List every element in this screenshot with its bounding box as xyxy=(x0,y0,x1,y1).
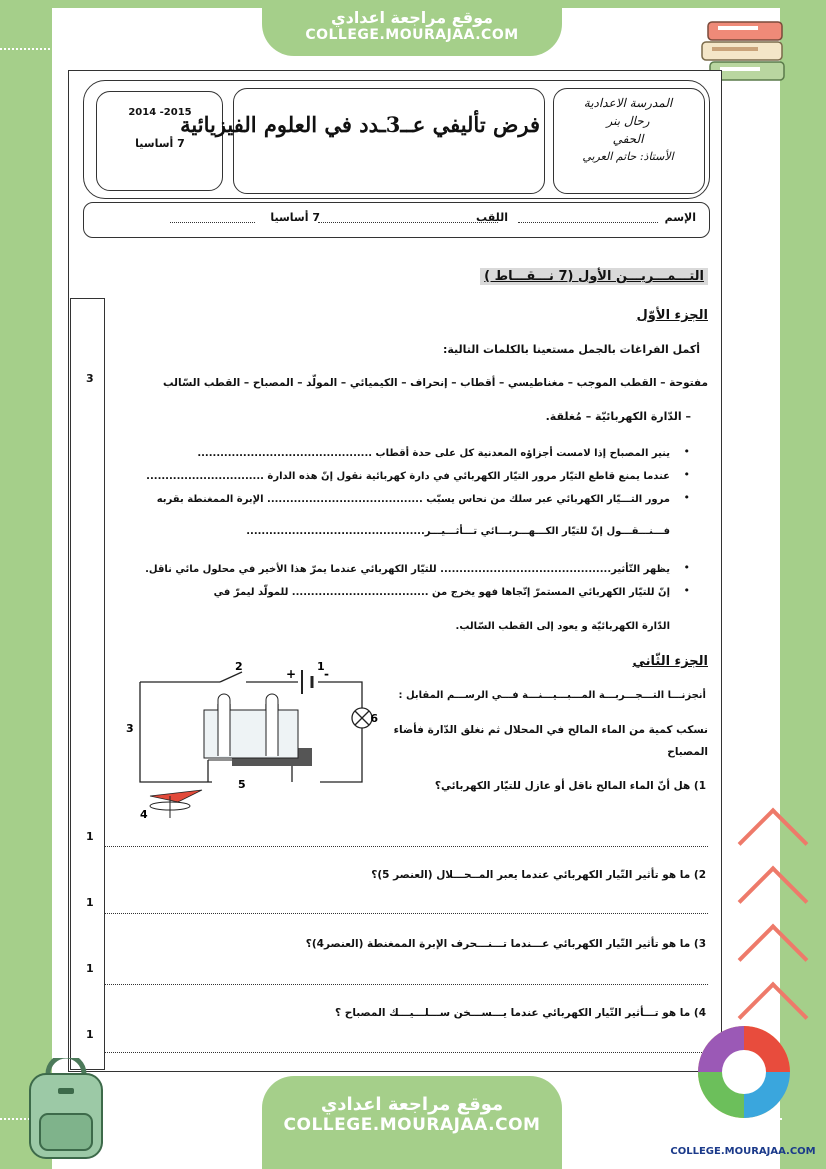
school-line-3: الحفي xyxy=(612,132,644,146)
answer-line-2[interactable] xyxy=(105,913,708,914)
site-logo xyxy=(694,1022,794,1142)
question-2: 2) ما هو تأثير التّيار الكهربائي عندما يعبر المــحـــلال (العنصر 5)؟ xyxy=(371,869,706,881)
surname-field[interactable] xyxy=(318,222,498,223)
battery-plus: + xyxy=(285,667,296,681)
bullet-2-dot: • xyxy=(683,468,690,481)
site-name-bottom: موقع مراجعة اعدادي xyxy=(320,1094,504,1115)
test-tube-left xyxy=(218,694,230,756)
part2-title: الجزء الثّاني xyxy=(632,654,708,669)
word-bank-1: مفتوحة – القطب الموجب – مغناطيسي – أقطاب – إنحراف – الكيميائي – المولّد – المصباح – القطب السّالب xyxy=(162,377,708,389)
frame-left xyxy=(0,0,52,1169)
label-3: 3 xyxy=(126,722,134,735)
compass-symbol xyxy=(150,790,202,818)
question-4: 4) ما هو تـــأثير التّيار الكهربائي عندما يـــســـخن ســـلـــيـــك المصباح ؟ xyxy=(335,1007,706,1019)
sentence-4: يظهر التّأثير............................................. للتيّار الكهربائي عندما يمرّ هذا الأخير في محلول مائي ناقل. xyxy=(145,564,670,575)
school-line-2: رحال بنر xyxy=(606,114,650,128)
site-name: موقع مراجعة اعدادي xyxy=(330,8,494,27)
answer-line-4[interactable] xyxy=(105,1052,708,1053)
sentence-5b: الدّارة الكهربائيّة و يعود إلى القطب السّالب. xyxy=(455,621,670,632)
surname-label: اللقب xyxy=(476,211,508,224)
bullet-3-dot: • xyxy=(683,491,690,504)
frame-right xyxy=(780,0,826,1169)
experiment-text-1: نسكب كمية من الماء المالح في المحلال ثم نغلق الدّارة فأضاء xyxy=(393,724,708,736)
sentence-3: مرور التـــيّار الكهربائي عبر سلك من نحاس يسبّب ......................................... الإبرة الممغنطة بقربه xyxy=(156,494,670,505)
sentence-1: ينير المصباح إذا لامست أجزاؤه المعدنية كل على حدة أقطاب .............................................. xyxy=(197,448,670,459)
school-line-1: المدرسة الاعدادية xyxy=(583,96,673,110)
battery-minus: - xyxy=(324,667,329,681)
class-field[interactable] xyxy=(170,222,255,223)
site-banner-bottom[interactable] xyxy=(262,1076,562,1169)
score-column xyxy=(70,298,105,1070)
sentence-3b: فـــنـــقـــول إنّ للتيّار الكـــهـــربـــائي تـــأثـــيـــر............................................... xyxy=(246,526,670,537)
year: 2014 -2015 xyxy=(128,107,192,118)
question-3: 3) ما هو تأثير التّيار الكهربائي عـــندما تـــنـــحرف الإبرة الممغنطة (العنصر4)؟ xyxy=(305,938,706,950)
answer-line-3[interactable] xyxy=(105,984,708,985)
score-q2: 1 xyxy=(86,896,94,909)
sentence-2: عندما يمنع قاطع التيّار مرور التيّار الكهربائي في دارة كهربائية نقول إنّ هذه الدارة ............................... xyxy=(146,471,670,482)
experiment-text-2: المصباح xyxy=(667,746,708,758)
exercise-title: التـــمـــريـــن الأول (7 نـــقـــاط ) xyxy=(480,268,708,285)
answer-line-1[interactable] xyxy=(105,846,708,847)
score-q3: 1 xyxy=(86,962,94,975)
bullet-1-dot: • xyxy=(683,445,690,458)
bullet-4-dot: • xyxy=(683,561,690,574)
site-banner-top[interactable] xyxy=(262,0,562,56)
label-2: 2 xyxy=(235,660,243,673)
score-q4: 1 xyxy=(86,1028,94,1041)
teacher: الأستاذ: حاتم العربي xyxy=(582,150,674,163)
title-box xyxy=(180,88,545,194)
label-1: 1 xyxy=(317,660,325,673)
word-bank-2: – الدّارة الكهربائيّة – مُغلقة. xyxy=(545,410,691,423)
site-url: COLLEGE.MOURAJAA.COM xyxy=(305,27,519,43)
label-6: 6 xyxy=(370,712,378,725)
score-part1: 3 xyxy=(86,372,94,385)
dots-top xyxy=(0,48,250,50)
name-label: الإسم xyxy=(664,211,696,224)
label-5: 5 xyxy=(238,778,246,791)
exam-title: فرض تأليفي عــ3ـدد في العلوم الفيزيائية xyxy=(180,112,540,137)
student-info-box xyxy=(83,202,710,238)
bullet-5-dot: • xyxy=(683,584,690,597)
class-value: 7 أساسيا xyxy=(270,211,320,224)
site-url-bottom: COLLEGE.MOURAJAA.COM xyxy=(283,1115,541,1135)
name-field[interactable] xyxy=(518,222,658,223)
score-q1: 1 xyxy=(86,830,94,843)
sentence-5: إنّ للتيّار الكهربائي المستمرّ إتّجاها فهو يخرج من .................................... للمولّد ليمرّ في xyxy=(213,587,670,598)
part1-title: الجزء الأوّل xyxy=(636,308,708,323)
question-1: 1) هل أنّ الماء المالح ناقل أو عازل للتيّار الكهربائي؟ xyxy=(434,780,706,792)
lamp-symbol xyxy=(352,708,372,728)
logo-caption: COLLEGE.MOURAJAA.COM xyxy=(670,1146,816,1157)
label-4: 4 xyxy=(140,808,148,821)
backpack-icon xyxy=(18,1058,114,1162)
circuit-diagram xyxy=(120,656,380,824)
level: 7 أساسيا xyxy=(135,137,185,150)
test-tube-right xyxy=(266,694,278,756)
experiment-title: أنجزنـــا التـــجـــربـــة المـــبـــيـــنـــة فـــي الرســـم المقابل : xyxy=(398,690,706,701)
instruction: أكمل الفراغات بالجمل مستعينا بالكلمات التالية: xyxy=(442,343,700,356)
